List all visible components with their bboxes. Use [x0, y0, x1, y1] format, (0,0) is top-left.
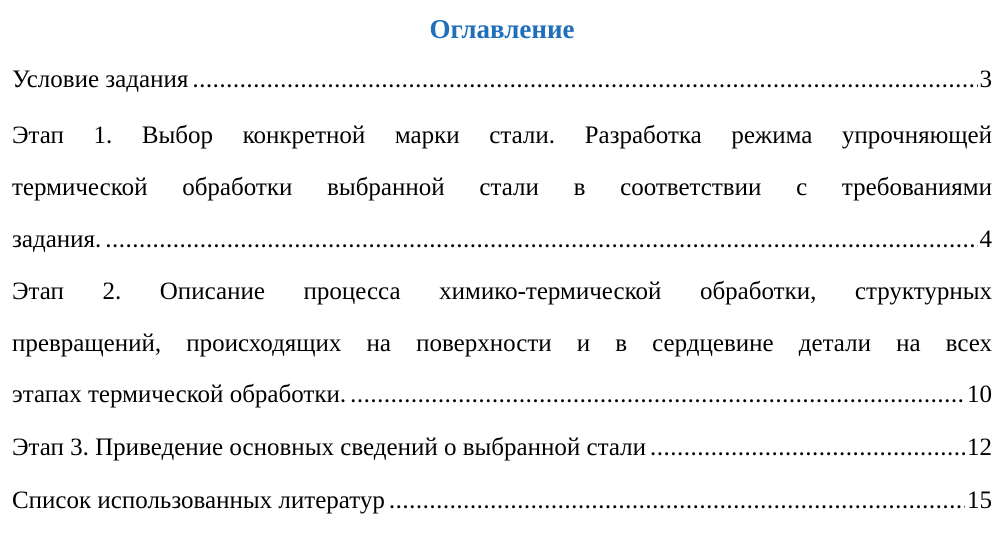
- toc-leader-dots: [389, 483, 965, 519]
- toc-page-number: 4: [979, 226, 992, 253]
- toc-entry-text: Этап 3. Приведение основных сведений о выбранной стали: [12, 434, 647, 461]
- toc-entry-conditions[interactable]: [12, 62, 992, 98]
- toc-page-number: 10: [967, 381, 992, 408]
- toc-page-number: 3: [979, 66, 992, 93]
- toc-page-number: 12: [967, 434, 992, 461]
- toc-leader-dots: [105, 222, 977, 258]
- toc-entry-text: Этап 1. Выбор конкретной марки стали. Разработка режима упрочняющей: [12, 122, 992, 149]
- toc-entry-stage2-line2[interactable]: [12, 326, 992, 362]
- toc-entry-stage1-line2[interactable]: [12, 170, 992, 206]
- toc-leader-dots: [650, 430, 965, 466]
- toc-entry-stage1-line1[interactable]: [12, 118, 992, 154]
- toc-leader-dots: [192, 62, 977, 98]
- toc-entry-text: этапах термической обработки.: [12, 381, 347, 408]
- toc-entry-stage2-line1[interactable]: [12, 274, 992, 310]
- toc-leader-dots: [350, 377, 965, 413]
- toc-entry-text: термической обработки выбранной стали в соответствии с требованиями: [12, 174, 992, 201]
- toc-entry-stage2-line3[interactable]: [12, 377, 992, 413]
- toc-entry-stage3[interactable]: [12, 430, 992, 466]
- toc-page-number: 15: [967, 487, 992, 514]
- toc-entry-text: Условие задания: [12, 66, 189, 93]
- toc-entry-stage1-line3[interactable]: [12, 222, 992, 258]
- toc-entry-text: Этап 2. Описание процесса химико-термической обработки, структурных: [12, 278, 992, 305]
- toc-title: Оглавление: [429, 14, 575, 44]
- toc-entry-references[interactable]: [12, 483, 992, 519]
- toc-entry-text: задания.: [12, 226, 102, 253]
- toc-entry-text: превращений, происходящих на поверхности и в сердцевине детали на всех: [12, 330, 992, 357]
- toc-entry-text: Список использованных литератур: [12, 487, 385, 514]
